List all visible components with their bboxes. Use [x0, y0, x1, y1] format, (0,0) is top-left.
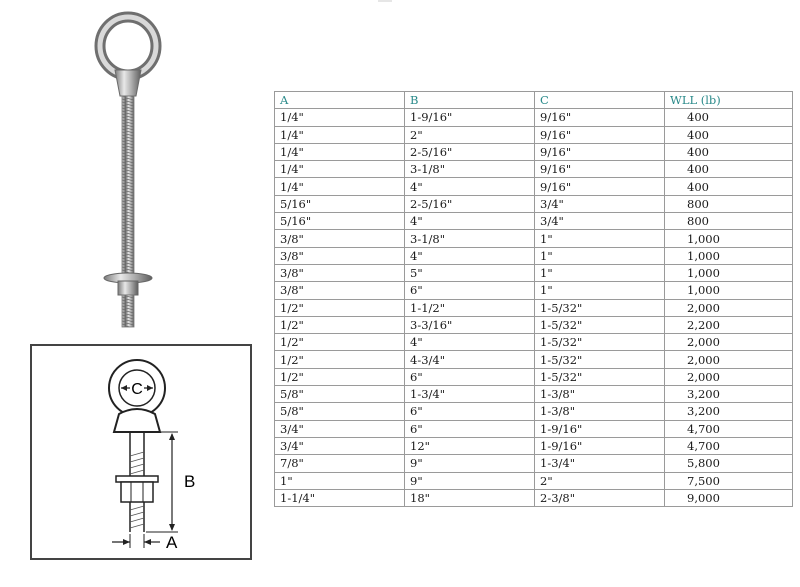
table-row [275, 455, 793, 472]
cell-b: 3-1/8" [405, 161, 535, 178]
cell-wll: 1,000 [665, 282, 793, 299]
column-header-b: B [405, 92, 535, 109]
table-row [275, 351, 793, 368]
cell-b: 3-3/16" [405, 316, 535, 333]
table-row [275, 230, 793, 247]
cell-b: 5" [405, 264, 535, 281]
column-header-wll: WLL (lb) [665, 92, 793, 109]
cell-b: 2" [405, 126, 535, 143]
cell-a: 5/8" [275, 403, 405, 420]
cell-a: 5/8" [275, 386, 405, 403]
cell-a: 7/8" [275, 455, 405, 472]
table-header-row [275, 92, 793, 109]
cell-a: 1/2" [275, 351, 405, 368]
cell-wll: 400 [665, 178, 793, 195]
cell-b: 9" [405, 472, 535, 489]
cell-a: 3/8" [275, 282, 405, 299]
cell-a: 3/4" [275, 420, 405, 437]
cell-b: 3-1/8" [405, 230, 535, 247]
cell-a: 1/2" [275, 299, 405, 316]
eye-bolt-photo [70, 8, 200, 333]
cell-wll: 2,000 [665, 351, 793, 368]
cell-a: 3/8" [275, 247, 405, 264]
cell-c: 1-3/4" [535, 455, 665, 472]
cell-a: 3/8" [275, 230, 405, 247]
cell-c: 1-9/16" [535, 420, 665, 437]
cell-c: 3/4" [535, 195, 665, 212]
cell-wll: 800 [665, 213, 793, 230]
cell-a: 1/2" [275, 368, 405, 385]
cell-c: 9/16" [535, 178, 665, 195]
cell-a: 5/16" [275, 213, 405, 230]
cell-a: 1/4" [275, 161, 405, 178]
cell-wll: 1,000 [665, 247, 793, 264]
cell-c: 1-5/32" [535, 299, 665, 316]
cell-b: 12" [405, 437, 535, 454]
table-row [275, 264, 793, 281]
cell-wll: 3,200 [665, 403, 793, 420]
cell-c: 9/16" [535, 143, 665, 160]
table-row [275, 178, 793, 195]
cell-wll: 4,700 [665, 420, 793, 437]
cell-c: 1-5/32" [535, 368, 665, 385]
cell-wll: 1,000 [665, 264, 793, 281]
cell-b: 4-3/4" [405, 351, 535, 368]
table-row [275, 316, 793, 333]
table-row [275, 109, 793, 126]
table-row [275, 247, 793, 264]
table-row [275, 489, 793, 506]
cell-c: 2" [535, 472, 665, 489]
cell-c: 9/16" [535, 161, 665, 178]
table-row [275, 299, 793, 316]
cell-wll: 4,700 [665, 437, 793, 454]
cell-b: 1-9/16" [405, 109, 535, 126]
cell-b: 4" [405, 247, 535, 264]
table-row [275, 126, 793, 143]
cell-wll: 2,200 [665, 316, 793, 333]
cell-b: 1-3/4" [405, 386, 535, 403]
cell-a: 1/4" [275, 109, 405, 126]
cell-wll: 5,800 [665, 455, 793, 472]
cell-c: 9/16" [535, 109, 665, 126]
cell-a: 5/16" [275, 195, 405, 212]
cell-b: 6" [405, 368, 535, 385]
table-row [275, 420, 793, 437]
cell-a: 1/4" [275, 143, 405, 160]
cell-b: 9" [405, 455, 535, 472]
table-row [275, 334, 793, 351]
cell-c: 1" [535, 230, 665, 247]
cell-c: 1" [535, 264, 665, 281]
cell-wll: 400 [665, 143, 793, 160]
table-row [275, 472, 793, 489]
cell-wll: 2,000 [665, 368, 793, 385]
cell-a: 1/4" [275, 178, 405, 195]
top-divider-mark [378, 0, 392, 2]
cell-a: 1/4" [275, 126, 405, 143]
spec-table [274, 91, 793, 507]
cell-c: 3/4" [535, 213, 665, 230]
cell-c: 1-5/32" [535, 316, 665, 333]
cell-c: 1-5/32" [535, 334, 665, 351]
column-header-c: C [535, 92, 665, 109]
table-body [275, 109, 793, 507]
dimension-diagram [30, 344, 252, 560]
cell-b: 4" [405, 178, 535, 195]
label-a: A [166, 533, 178, 552]
diagram-drawing [32, 346, 250, 558]
cell-a: 1" [275, 472, 405, 489]
cell-b: 2-5/16" [405, 195, 535, 212]
cell-c: 1-9/16" [535, 437, 665, 454]
cell-wll: 9,000 [665, 489, 793, 506]
table-row [275, 213, 793, 230]
cell-wll: 400 [665, 161, 793, 178]
table-row [275, 368, 793, 385]
cell-wll: 1,000 [665, 230, 793, 247]
table-row [275, 282, 793, 299]
cell-wll: 7,500 [665, 472, 793, 489]
cell-b: 6" [405, 403, 535, 420]
cell-b: 4" [405, 213, 535, 230]
cell-a: 3/4" [275, 437, 405, 454]
cell-c: 1-5/32" [535, 351, 665, 368]
cell-b: 1-1/2" [405, 299, 535, 316]
cell-c: 1" [535, 282, 665, 299]
table-row [275, 161, 793, 178]
label-c: C [131, 381, 143, 398]
table-row [275, 437, 793, 454]
cell-wll: 2,000 [665, 334, 793, 351]
table-row [275, 143, 793, 160]
column-header-a: A [275, 92, 405, 109]
cell-b: 6" [405, 420, 535, 437]
cell-b: 4" [405, 334, 535, 351]
cell-a: 1/2" [275, 334, 405, 351]
table-row [275, 195, 793, 212]
cell-c: 1-3/8" [535, 403, 665, 420]
cell-wll: 3,200 [665, 386, 793, 403]
label-b: B [184, 472, 196, 491]
cell-wll: 800 [665, 195, 793, 212]
cell-wll: 400 [665, 126, 793, 143]
cell-c: 1-3/8" [535, 386, 665, 403]
cell-b: 2-5/16" [405, 143, 535, 160]
cell-a: 3/8" [275, 264, 405, 281]
table-row [275, 403, 793, 420]
cell-wll: 400 [665, 109, 793, 126]
cell-b: 18" [405, 489, 535, 506]
table-row [275, 386, 793, 403]
cell-b: 6" [405, 282, 535, 299]
cell-a: 1/2" [275, 316, 405, 333]
cell-c: 2-3/8" [535, 489, 665, 506]
cell-wll: 2,000 [665, 299, 793, 316]
cell-c: 1" [535, 247, 665, 264]
cell-a: 1-1/4" [275, 489, 405, 506]
cell-c: 9/16" [535, 126, 665, 143]
